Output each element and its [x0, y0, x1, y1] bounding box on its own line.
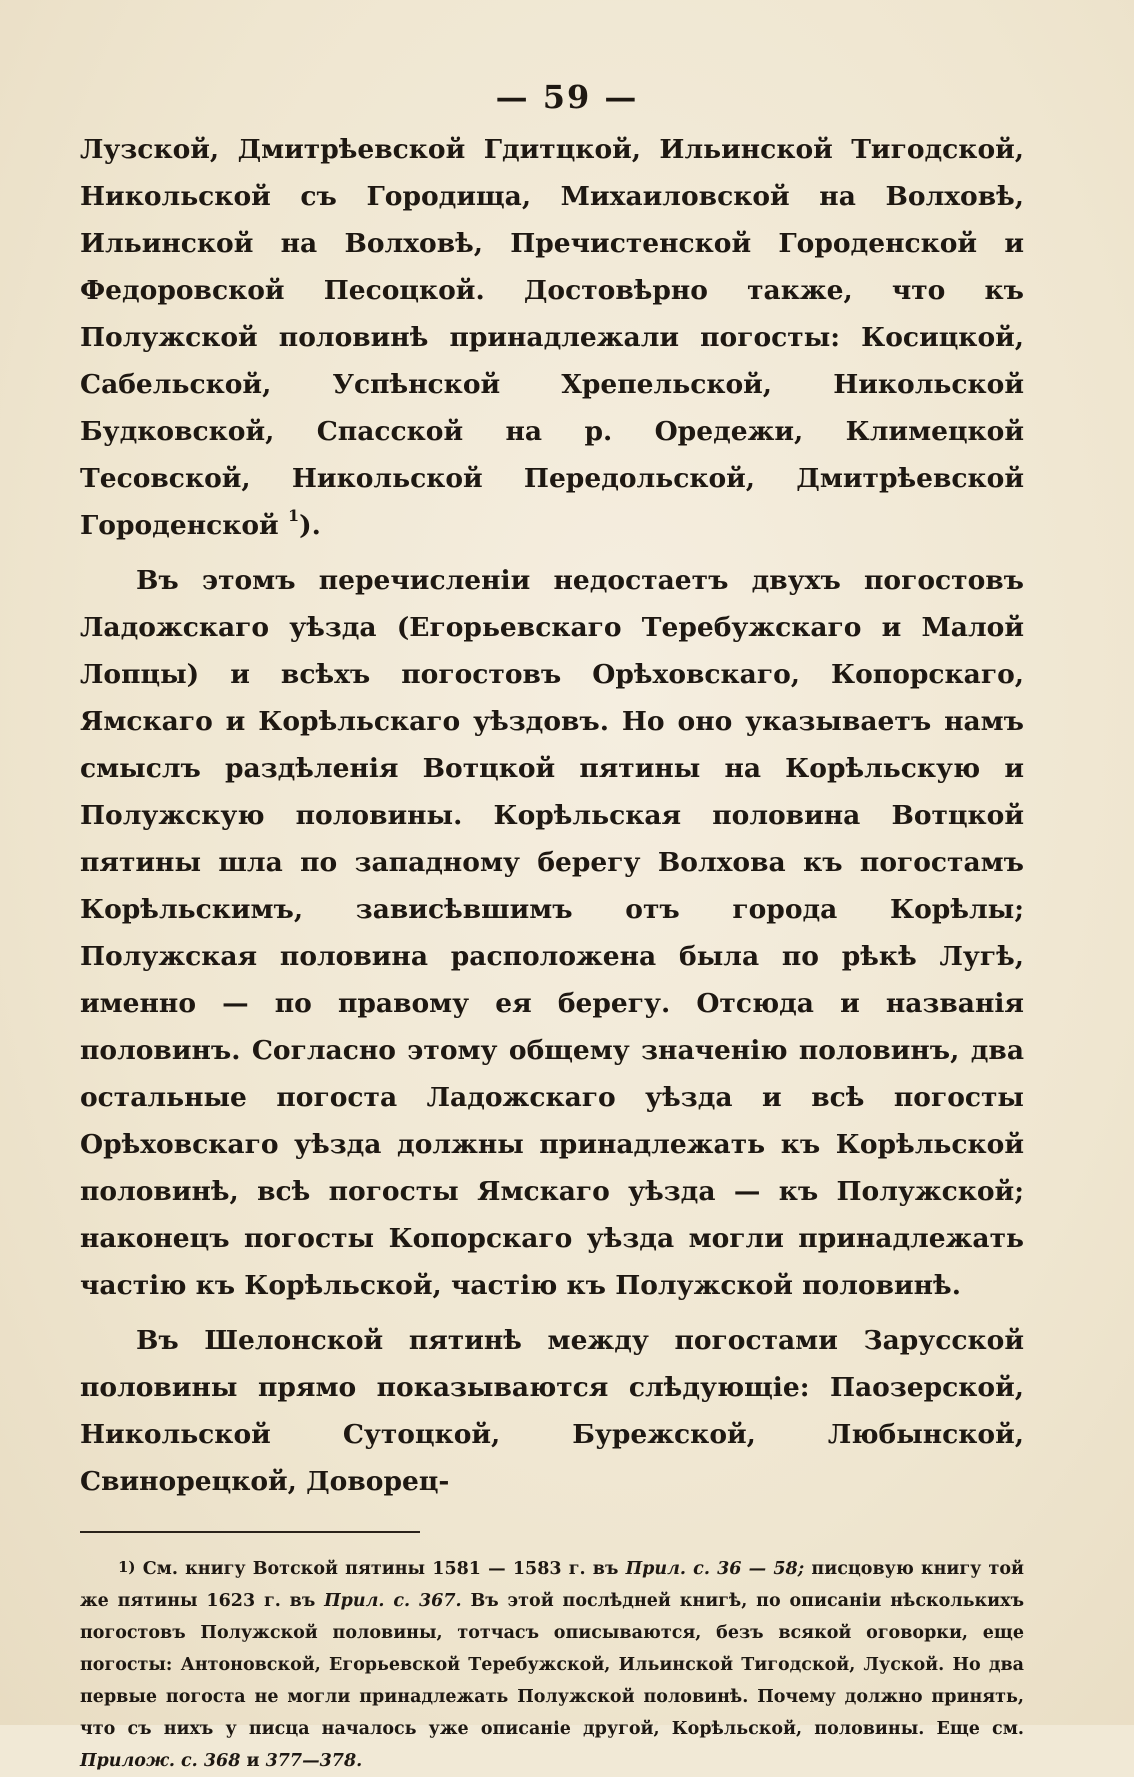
- footnote: [80, 1553, 1024, 1777]
- page-number: — 59 —: [495, 78, 639, 116]
- footnote-ref-1: Прил. с. 36 — 58;: [625, 1559, 805, 1579]
- footnote-text-1: См. книгу Вотской пятины 1581 — 1583 г. въ: [142, 1559, 619, 1579]
- paragraph-1: [80, 126, 1024, 549]
- footnote-text-4: и: [246, 1751, 260, 1771]
- footnote-text-3: Въ этой послѣдней книгѣ, по описаніи нѣсколькихъ погостовъ Полужской половины, тотчасъ описываются, безъ всякой оговорки, еще погосты: Антоновской, Егорьевской Теребужской, Ильинской Тигодской, Луской. Но два первые погоста не могли принадлежать Полужской половинѣ. Почему должно принять, что съ нихъ у писца началось уже описаніе другой, Корѣльской, половины. Еще см.: [80, 1591, 1025, 1739]
- footnote-ref-4: 377—378.: [265, 1751, 363, 1771]
- footnote-reference[interactable]: 1: [287, 506, 300, 525]
- paragraph-1-text: Лузской, Дмитрѣевской Гдитцкой, Ильинской Тигодской, Никольской съ Городища, Михаиловской на Волховѣ, Ильинской на Волховѣ, Пречистенской Городенской и Федоровской Песоцкой. Достовѣрно также, что къ Полужской половинѣ принадлежали погосты: Косицкой, Сабельской, Успѣнской Хрепельской, Никольской Будковской, Спасской на р. Оредежи, Климецкой Тесовской, Никольской Передольской, Дмитрѣевской Городенской: [80, 134, 1024, 541]
- footnote-ref-3: Прилож. с. 368: [80, 1751, 241, 1771]
- footnote-marker: 1): [118, 1558, 136, 1576]
- footnote-ref-2: Прил. с. 367.: [324, 1591, 462, 1611]
- footnote-divider: [80, 1531, 420, 1533]
- body-text: [80, 126, 1024, 1505]
- footnote-text-2: писцовую книгу той же пятины 1623 г. въ: [80, 1559, 1025, 1611]
- paragraph-3: Въ Шелонской пятинѣ между погостами Зарусской половины прямо показываются слѣдующіе: Паозерской, Никольской Сутоцкой, Бурежской, Любынской, Свинорецкой, Доворец-: [80, 1325, 1024, 1497]
- paragraph-1-end: ).: [299, 510, 321, 541]
- paragraph-2: Въ этомъ перечисленіи недостаетъ двухъ погостовъ Ладожскаго уѣзда (Егорьевскаго Теребужскаго и Малой Лопцы) и всѣхъ погостовъ Орѣховскаго, Копорскаго, Ямскаго и Корѣльскаго уѣздовъ. Но оно указываетъ намъ смыслъ раздѣленія Вотцкой пятины на Корѣльскую и Полужскую половины. Корѣльская половина Вотцкой пятины шла по западному берегу Волхова къ погостамъ Корѣльскимъ, зависѣвшимъ отъ города Корѣлы; Полужская половина расположена была по рѣкѣ Лугѣ, именно — по правому ея берегу. Отсюда и названія половинъ. Согласно этому общему значенію половинъ, два остальные погоста Ладожскаго уѣзда и всѣ погосты Орѣховскаго уѣзда должны принадлежать къ Корѣльской половинѣ, всѣ погосты Ямскаго уѣзда — къ Полужской; наконецъ погосты Копорскаго уѣзда могли принадлежать частію къ Корѣльской, частію къ Полужской половинѣ.: [80, 565, 1024, 1301]
